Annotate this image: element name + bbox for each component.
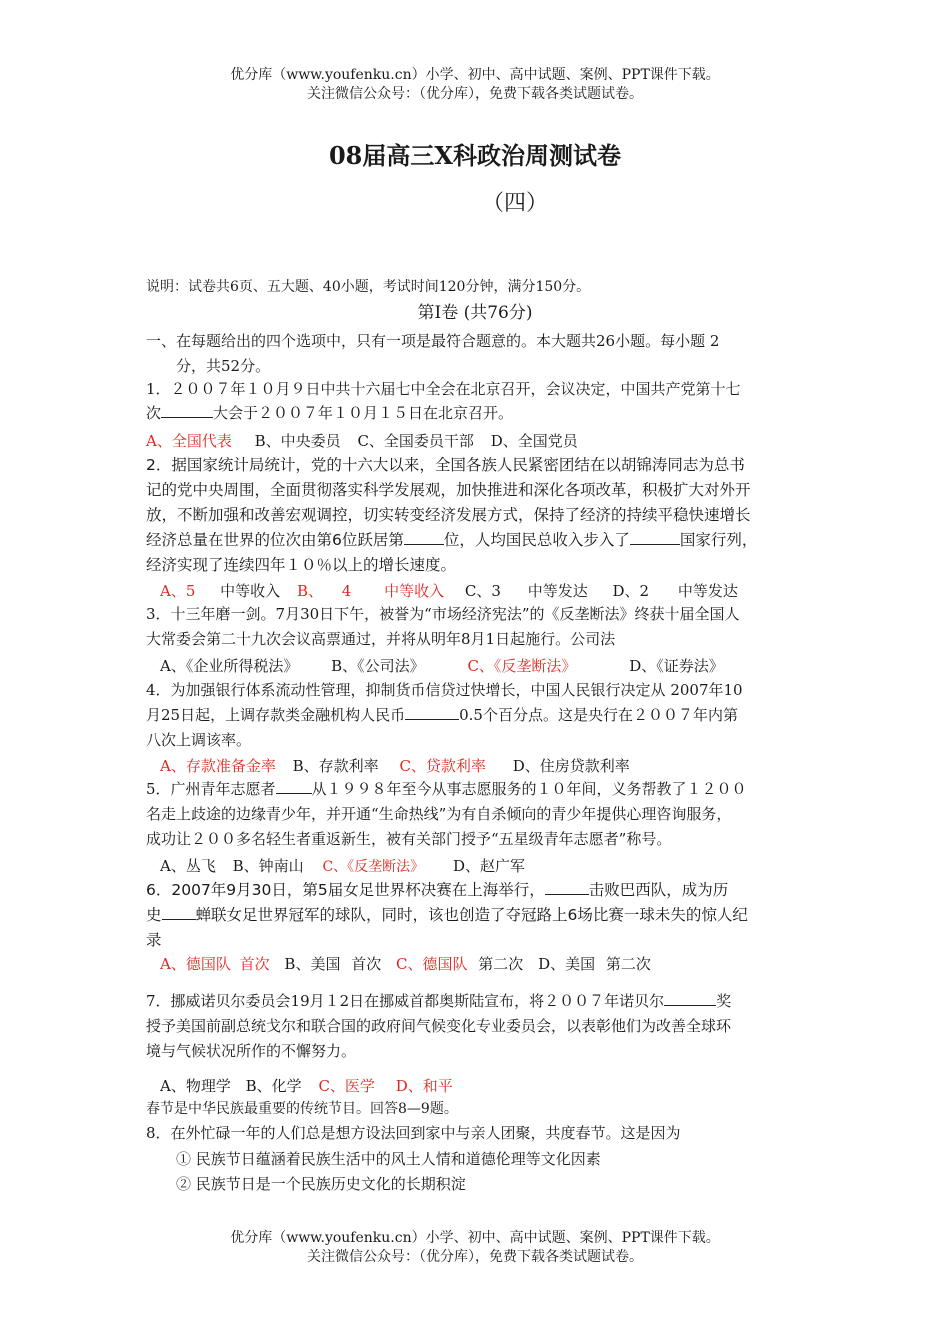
q4-line3: 八次上调该率。	[146, 731, 252, 749]
q3-option-b: B、《公司法》	[331, 657, 425, 675]
page-footer-line2: 关注微信公众号：（优分库），免费下载各类试题试卷。	[307, 1249, 643, 1265]
q6-line3: 录	[146, 931, 162, 949]
q3-option-a: A、《企业所得税法》	[160, 657, 299, 675]
q2-option-a-label: A、5	[160, 582, 196, 600]
q2-line4	[146, 528, 757, 550]
q5-options	[160, 855, 525, 876]
q2-option-d-text: 中等发达	[677, 582, 738, 600]
q1-option-b: B、中央委员	[254, 432, 341, 450]
q6-option-c-text: 第二次	[478, 955, 524, 973]
q2-line1: 2．据国家统计局统计，党的十六大以来，全国各族人民紧密团结在以胡锦涛同志为总书	[146, 456, 745, 474]
q1-line1: 1．２００７年１０月９日中共十六届七中全会在北京召开，会议决定，中国共产党第十七	[146, 380, 741, 398]
q4-option-b: B、存款利率	[292, 757, 379, 775]
q1-option-c: C、全国委员干部	[357, 432, 474, 450]
instructions: 说明：试卷共6页、五大题、40小题，考试时间120分钟，满分150分。	[146, 279, 591, 295]
q2-blank1	[404, 543, 444, 545]
q1-line2	[146, 402, 513, 423]
exam-title: 08届高三X科政治周测试卷	[328, 141, 622, 170]
q6-option-c-label: C、德国队	[396, 955, 468, 973]
q5-option-d: D、赵广军	[452, 857, 525, 875]
q7-line1-end: 奖	[716, 992, 732, 1010]
exam-subtitle: （四）	[481, 191, 548, 216]
q6-options	[160, 953, 651, 974]
q7-line1	[146, 990, 731, 1011]
q1-option-d: D、全国党员	[490, 432, 578, 450]
q5-line1-start: 5．广州青年志愿者	[146, 780, 276, 798]
q4-option-c: C、贷款利率	[399, 757, 486, 775]
q6-line2	[146, 903, 748, 925]
q7-option-a: A、物理学	[160, 1077, 231, 1095]
q4-option-d: D、住房贷款利率	[512, 757, 630, 775]
part1-intro-line1: 一、在每题给出的四个选项中，只有一项是最符合题意的。本大题共26小题。每小题 2	[146, 332, 720, 350]
q4-line2-start: 月25日起，上调存款类金融机构人民币	[146, 706, 406, 724]
q8-item2: ② 民族节日是一个民族历史文化的长期积淀	[176, 1175, 466, 1193]
q5-line2: 名走上歧途的边缘青少年，并开通“生命热线”为有自杀倾向的青少年提供心理咨询服务，	[146, 805, 732, 823]
q3-options	[160, 655, 724, 676]
q6-blank2	[162, 918, 196, 920]
q2-option-c-text: 中等发达	[527, 582, 588, 600]
q8-line1: 8．在外忙碌一年的人们总是想方设法回到家中与亲人团聚，共度春节。这是因为	[146, 1124, 681, 1142]
q3-line2: 大常委会第二十九次会议高票通过，并将从明年8月1日起施行。公司法	[146, 630, 616, 648]
q7-option-c: C、医学	[318, 1077, 375, 1095]
q7-line3: 境与气候状况所作的不懈努力。	[146, 1042, 357, 1060]
q4-option-a: A、存款准备金率	[160, 757, 276, 775]
page-header-line2: 关注微信公众号：（优分库），免费下载各类试题试卷。	[307, 86, 643, 102]
q2-line5: 经济实现了连续四年１０％以上的增长速度。	[146, 556, 457, 574]
q2-line2: 记的党中央周围，全面贯彻落实科学发展观，加快推进和深化各项改革，积极扩大对外开	[146, 481, 751, 499]
q6-line1	[146, 878, 728, 900]
q7-line1-start: 7．挪威诺贝尔委员会19月１2日在挪威首都奥斯陆宣布，将２００７年诺贝尔	[146, 992, 665, 1010]
q3-option-c: C、《反垄断法》	[467, 657, 577, 675]
q8-9-intro: 春节是中华民族最重要的传统节目。回答8—9题。	[146, 1101, 458, 1117]
q5-line1	[146, 778, 747, 799]
q2-option-b-label: B、	[296, 582, 323, 600]
q6-option-a-label: A、德国队	[160, 955, 231, 973]
q5-option-b: B、钟南山	[232, 857, 304, 875]
q2-option-a-text: 中等收入	[220, 582, 281, 600]
q5-blank	[276, 792, 312, 794]
page-footer-line1: 优分库（www.youfenku.cn）小学、初中、高中试题、案例、PPT课件下载。	[230, 1230, 720, 1246]
q6-line2-start: 史	[146, 906, 162, 924]
q1-option-a: A、全国代表	[146, 432, 232, 450]
q1-line2-end: 大会于２００７年１０月１５日在北京召开。	[213, 404, 514, 422]
q5-line3: 成功让２００多名轻生者重返新生，被有关部门授予“五星级青年志愿者”称号。	[146, 830, 672, 848]
q2-option-d-label: D、2	[612, 582, 650, 600]
part1-intro-line2: 分，共52分。	[176, 357, 271, 375]
q3-option-d: D、《证券法》	[629, 657, 724, 675]
q4-blank	[405, 718, 459, 720]
section-title: 第Ⅰ卷 (共76分)	[417, 303, 533, 323]
q1-blank	[161, 416, 213, 418]
q6-line1-start: 6．2007年9月30日，第5届女足世界杯决赛在上海举行，	[146, 881, 545, 899]
q8-item1: ① 民族节日蕴涵着民族生活中的风土人情和道德伦理等文化因素	[176, 1150, 601, 1168]
q6-option-b-label: B、美国	[284, 955, 341, 973]
q2-option-b-num: 4	[341, 582, 352, 600]
q2-blank2	[630, 543, 680, 545]
q1-line2-start: 次	[146, 404, 162, 422]
q4-options	[160, 755, 630, 776]
q4-line1: 4．为加强银行体系流动性管理，抑制货币信贷过快增长，中国人民银行决定从 2007年10	[146, 681, 743, 699]
q2-line4-end: 国家行列，	[679, 531, 758, 549]
q7-blank	[664, 1004, 716, 1006]
q6-blank1	[545, 893, 589, 895]
q5-line1-end: 从１９９８年至今从事志愿服务的１０年间，义务帮教了１２００	[311, 780, 747, 798]
q4-line2-end: 0.5个百分点。这是央行在２００７年内第	[459, 706, 738, 724]
q2-line3: 放，不断加强和改善宏观调控，切实转变经济发展方式，保持了经济的持续平稳快速增长	[146, 506, 751, 524]
q2-options	[160, 580, 738, 601]
q2-option-b-text: 中等收入	[384, 582, 445, 600]
q6-option-b-text: 首次	[351, 955, 382, 973]
q6-line1-end: 击败巴西队，成为历	[588, 881, 729, 899]
q7-option-d: D、和平	[395, 1077, 453, 1095]
q2-line4-start: 经济总量在世界的位次由第6位跃居第	[146, 531, 404, 549]
q7-options	[160, 1075, 453, 1096]
q3-line1: 3．十三年磨一剑。7月30日下午，被誉为“市场经济宪法”的《反垄断法》终获十届全国人	[146, 605, 740, 623]
q2-line4-mid: 位，人均国民总收入步入了	[443, 531, 630, 549]
q7-line2: 授予美国前副总统戈尔和联合国的政府间气候变化专业委员会，以表彰他们为改善全球环	[146, 1017, 732, 1035]
q2-option-c-label: C、3	[464, 582, 501, 600]
page-header-line1: 优分库（www.youfenku.cn）小学、初中、高中试题、案例、PPT课件下载。	[230, 67, 720, 83]
q6-line2-end: 蝉联女足世界冠军的球队，同时，该也创造了夺冠路上6场比赛一球未失的惊人纪	[195, 906, 748, 924]
q6-option-d-label: D、美国	[538, 955, 596, 973]
q6-option-d-text: 第二次	[605, 955, 651, 973]
q1-options	[146, 430, 578, 451]
q5-option-c: C、《反垄断法》	[322, 859, 425, 875]
q7-option-b: B、化学	[245, 1077, 302, 1095]
q6-option-a-text: 首次	[239, 955, 270, 973]
q5-option-a: A、丛飞	[160, 857, 216, 875]
q4-line2	[146, 704, 738, 725]
